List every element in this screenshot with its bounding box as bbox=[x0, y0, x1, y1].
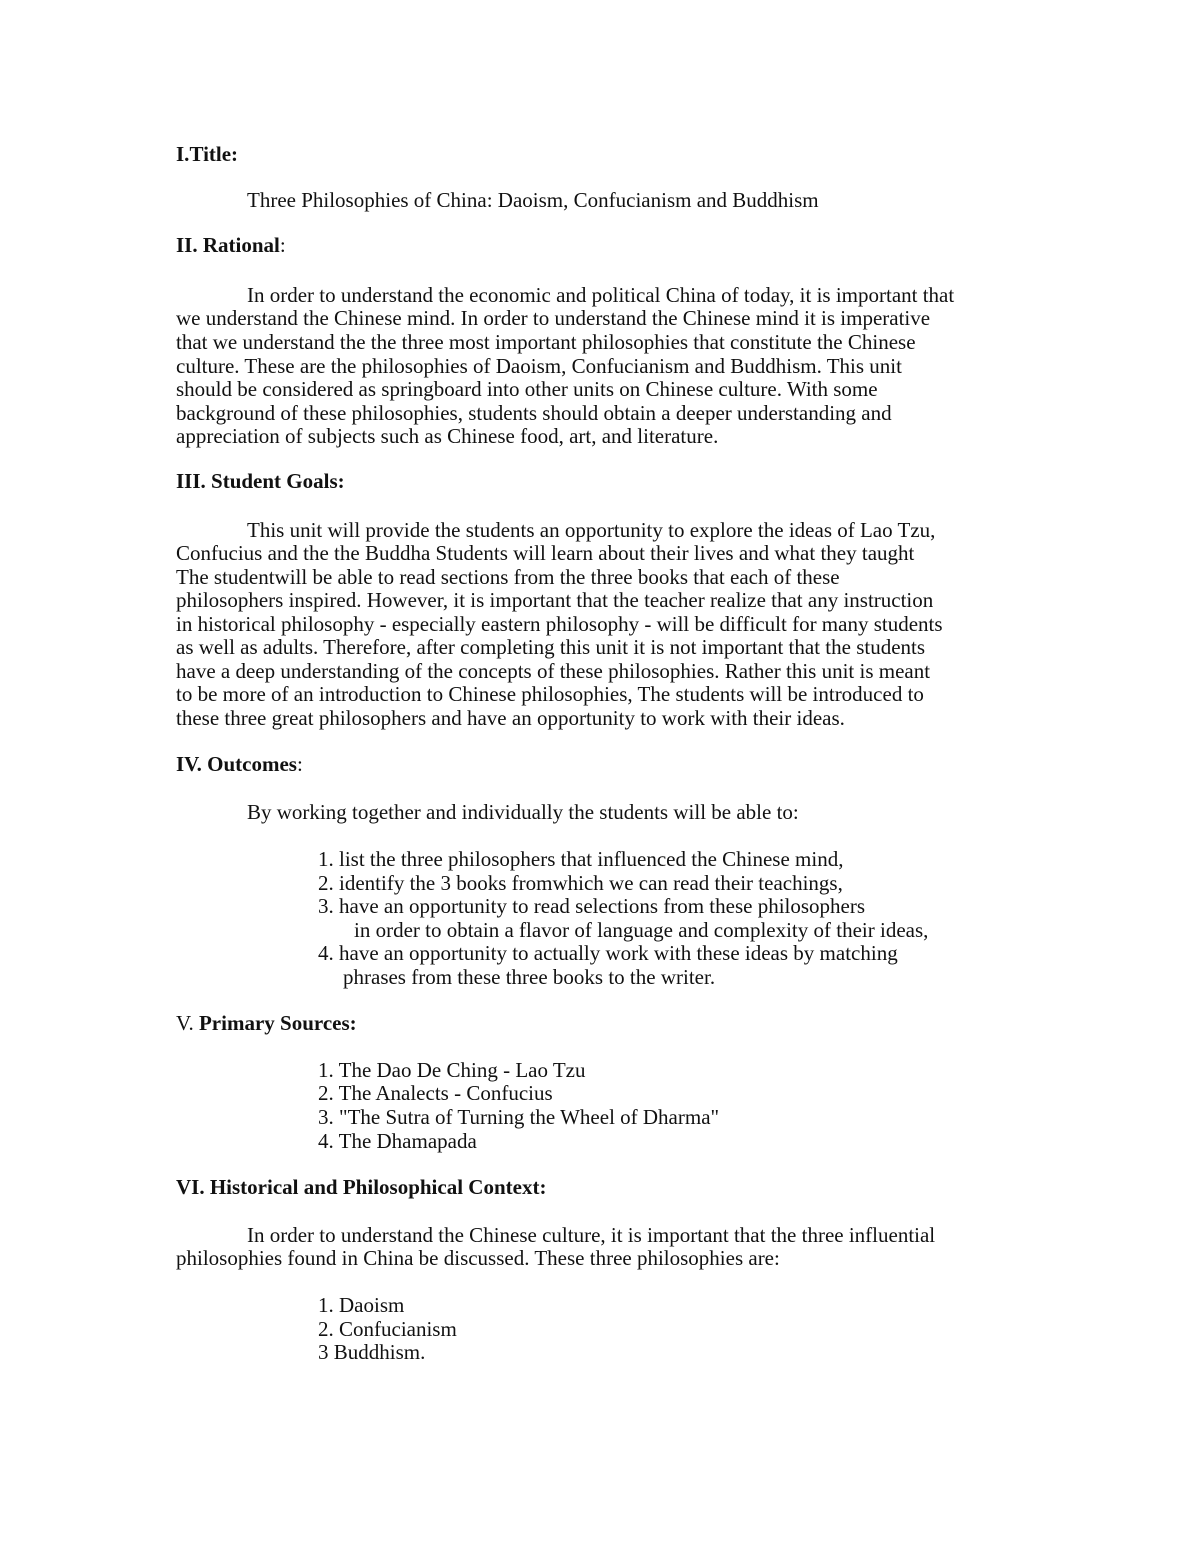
section-heading-text: Rational bbox=[202, 233, 280, 257]
list-item: 1. list the three philosophers that influenced the Chinese mind, bbox=[318, 847, 844, 871]
paragraph-line: in historical philosophy - especially eastern philosophy - will be difficult for many students bbox=[176, 612, 943, 636]
section-heading-student-goals bbox=[176, 469, 345, 493]
section-number: VI. bbox=[176, 1175, 205, 1199]
paragraph-line: to be more of an introduction to Chinese philosophies, The students will be introduced to bbox=[176, 682, 924, 706]
title-text: Three Philosophies of China: Daoism, Confucianism and Buddhism bbox=[247, 188, 819, 212]
list-item: 3. "The Sutra of Turning the Wheel of Dharma" bbox=[318, 1105, 720, 1129]
paragraph-line: that we understand the the three most important philosophies that constitute the Chinese bbox=[176, 330, 916, 354]
list-item-continuation: in order to obtain a flavor of language and complexity of their ideas, bbox=[354, 918, 929, 942]
paragraph-line: appreciation of subjects such as Chinese food, art, and literature. bbox=[176, 424, 719, 448]
paragraph-line: In order to understand the Chinese culture, it is important that the three influential bbox=[247, 1223, 936, 1247]
paragraph-line: The studentwill be able to read sections from the three books that each of these bbox=[176, 565, 840, 589]
paragraph-line: philosophies found in China be discussed. These three philosophies are: bbox=[176, 1246, 780, 1270]
heading-colon: : bbox=[296, 752, 303, 776]
section-heading-text: Historical and Philosophical Context: bbox=[209, 1175, 547, 1199]
paragraph-line: background of these philosophies, students should obtain a deeper understanding and bbox=[176, 401, 892, 425]
list-item: 3. have an opportunity to read selections from these philosophers bbox=[318, 894, 866, 918]
section-heading-historical-context bbox=[176, 1175, 546, 1199]
section-heading-outcomes bbox=[176, 752, 303, 776]
section-heading-primary-sources bbox=[176, 1011, 357, 1035]
paragraph-line: culture. These are the philosophies of Daoism, Confucianism and Buddhism. This unit bbox=[176, 354, 902, 378]
list-item: 3 Buddhism. bbox=[318, 1340, 426, 1364]
paragraph-line: as well as adults. Therefore, after completing this unit it is not important that the students bbox=[176, 635, 926, 659]
section-heading-text: Outcomes bbox=[207, 752, 297, 776]
list-item: 2. identify the 3 books fromwhich we can read their teachings, bbox=[318, 871, 843, 895]
paragraph-line: we understand the Chinese mind. In order to understand the Chinese mind it is imperative bbox=[176, 306, 931, 330]
paragraph-line: should be considered as springboard into other units on Chinese culture. With some bbox=[176, 377, 878, 401]
list-item-continuation: phrases from these three books to the writer. bbox=[343, 965, 716, 989]
section-heading-rational bbox=[176, 233, 286, 257]
paragraph-line: This unit will provide the students an opportunity to explore the ideas of Lao Tzu, bbox=[247, 518, 936, 542]
section-heading-text: Title: bbox=[189, 142, 239, 166]
heading-colon: : bbox=[279, 233, 286, 257]
section-number: II. bbox=[176, 233, 198, 257]
list-item: 1. Daoism bbox=[318, 1293, 405, 1317]
list-item: 1. The Dao De Ching - Lao Tzu bbox=[318, 1058, 586, 1082]
list-item: 4. The Dhamapada bbox=[318, 1129, 477, 1153]
paragraph-line: philosophers inspired. However, it is important that the teacher realize that any instruction bbox=[176, 588, 934, 612]
outcomes-intro: By working together and individually the students will be able to: bbox=[247, 800, 799, 824]
paragraph-line: have a deep understanding of the concepts of these philosophies. Rather this unit is meant bbox=[176, 659, 931, 683]
section-number: I. bbox=[176, 142, 190, 166]
section-number: V. bbox=[176, 1011, 194, 1035]
paragraph-line: In order to understand the economic and political China of today, it is important that bbox=[247, 283, 955, 307]
list-item: 2. Confucianism bbox=[318, 1317, 457, 1341]
section-number: IV. bbox=[176, 752, 202, 776]
section-heading-text: Primary Sources: bbox=[198, 1011, 357, 1035]
paragraph-line: these three great philosophers and have an opportunity to work with their ideas. bbox=[176, 706, 845, 730]
section-heading-title bbox=[176, 142, 238, 166]
section-heading-text: Student Goals: bbox=[211, 469, 345, 493]
paragraph-line: Confucius and the the Buddha Students will learn about their lives and what they taught bbox=[176, 541, 915, 565]
list-item: 4. have an opportunity to actually work with these ideas by matching bbox=[318, 941, 898, 965]
list-item: 2. The Analects - Confucius bbox=[318, 1081, 553, 1105]
section-number: III. bbox=[176, 469, 206, 493]
